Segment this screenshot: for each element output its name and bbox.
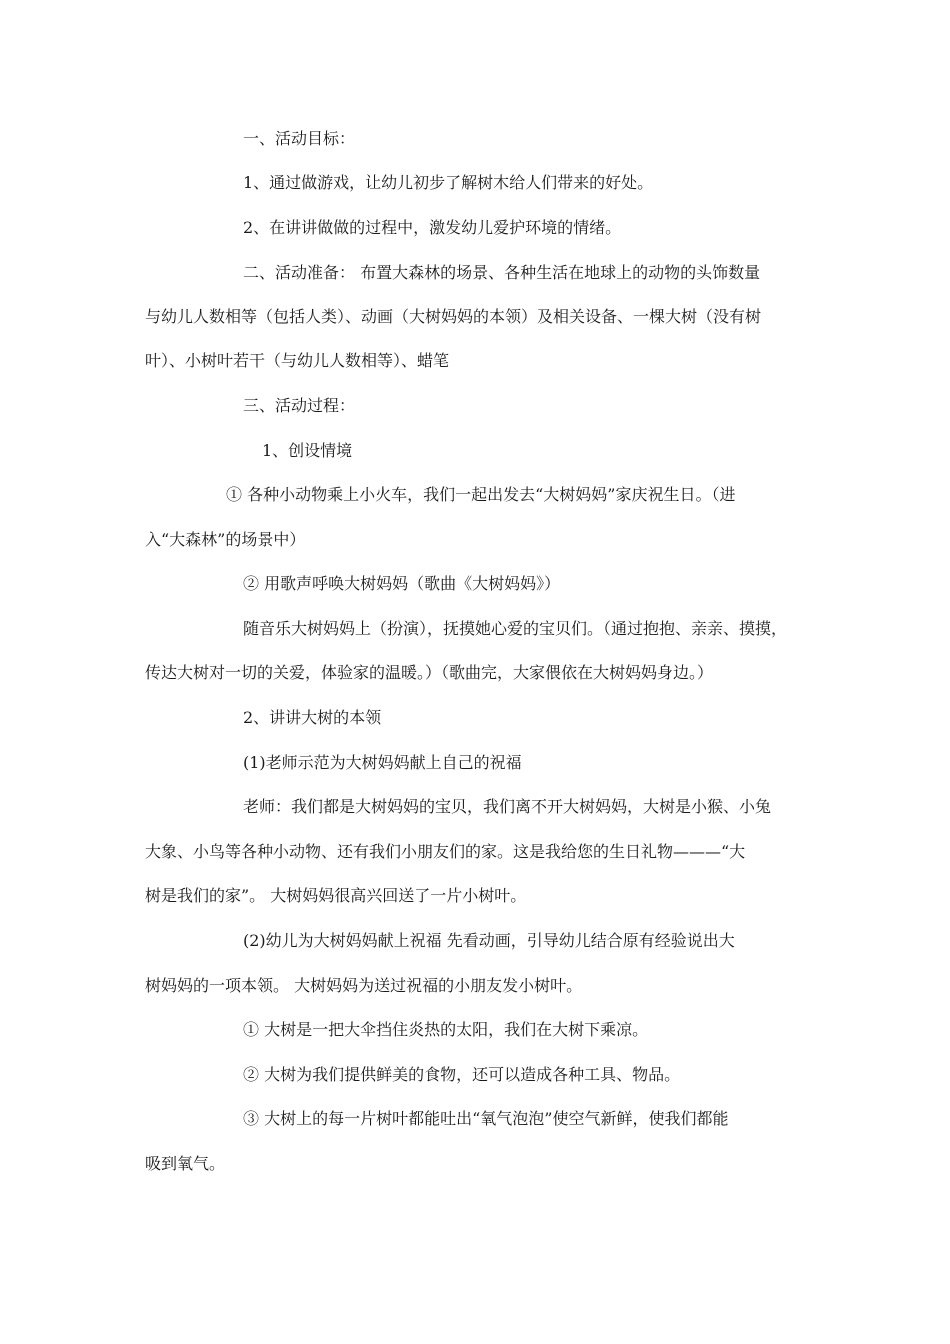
subheading-scenario: 1、创设情境	[262, 441, 353, 460]
subheading-tree-abilities: 2、讲讲大树的本领	[243, 708, 382, 727]
paragraph-line: (2)幼儿为大树妈妈献上祝福 先看动画，引导幼儿结合原有经验说出大	[243, 931, 735, 950]
paragraph-line: ② 用歌声呼唤大树妈妈（歌曲《大树妈妈》）	[243, 574, 561, 593]
goal-item-2: 2、在讲讲做做的过程中，激发幼儿爱护环境的情绪。	[243, 218, 622, 237]
paragraph-line: 随音乐大树妈妈上（扮演），抚摸她心爱的宝贝们。（通过抱抱、亲亲、摸摸，	[243, 619, 788, 638]
list-item: ③ 大树上的每一片树叶都能吐出“氧气泡泡”使空气新鲜，使我们都能	[243, 1109, 729, 1128]
list-item: ① 大树是一把大伞挡住炎热的太阳，我们在大树下乘凉。	[243, 1020, 649, 1039]
paragraph-line: 大象、小鸟等各种小动物、还有我们小朋友们的家。这是我给您的生日礼物———“大	[145, 842, 746, 861]
preparation-text-line: 与幼儿人数相等（包括人类）、动画（大树妈妈的本领）及相关设备、一棵大树（没有树	[145, 307, 762, 326]
paragraph-line: 入“大森林”的场景中）	[145, 530, 306, 549]
paragraph-line: 树妈妈的一项本领。 大树妈妈为送过祝福的小朋友发小树叶。	[145, 976, 583, 995]
paragraph-line: ① 各种小动物乘上小火车，我们一起出发去“大树妈妈”家庆祝生日。（进	[226, 485, 736, 504]
list-item: ② 大树为我们提供鲜美的食物，还可以造成各种工具、物品。	[243, 1065, 681, 1084]
section-heading-preparation: 二、活动准备： 布置大森林的场景、各种生活在地球上的动物的头饰数量	[243, 263, 761, 282]
paragraph-line: 树是我们的家”。 大树妈妈很高兴回送了一片小树叶。	[145, 886, 527, 905]
paragraph-line: 老师：我们都是大树妈妈的宝贝，我们离不开大树妈妈，大树是小猴、小兔	[243, 797, 772, 816]
list-item-continuation: 吸到氧气。	[145, 1154, 226, 1173]
paragraph-line: (1)老师示范为大树妈妈献上自己的祝福	[243, 753, 522, 772]
goal-item-1: 1、通过做游戏，让幼儿初步了解树木给人们带来的好处。	[243, 173, 654, 192]
section-heading-goals: 一、活动目标：	[243, 129, 356, 148]
paragraph-line: 传达大树对一切的关爱，体验家的温暖。）（歌曲完，大家偎依在大树妈妈身边。）	[145, 663, 714, 682]
preparation-text-line: 叶）、小树叶若干（与幼儿人数相等）、蜡笔	[145, 351, 450, 370]
section-heading-process: 三、活动过程：	[243, 396, 356, 415]
